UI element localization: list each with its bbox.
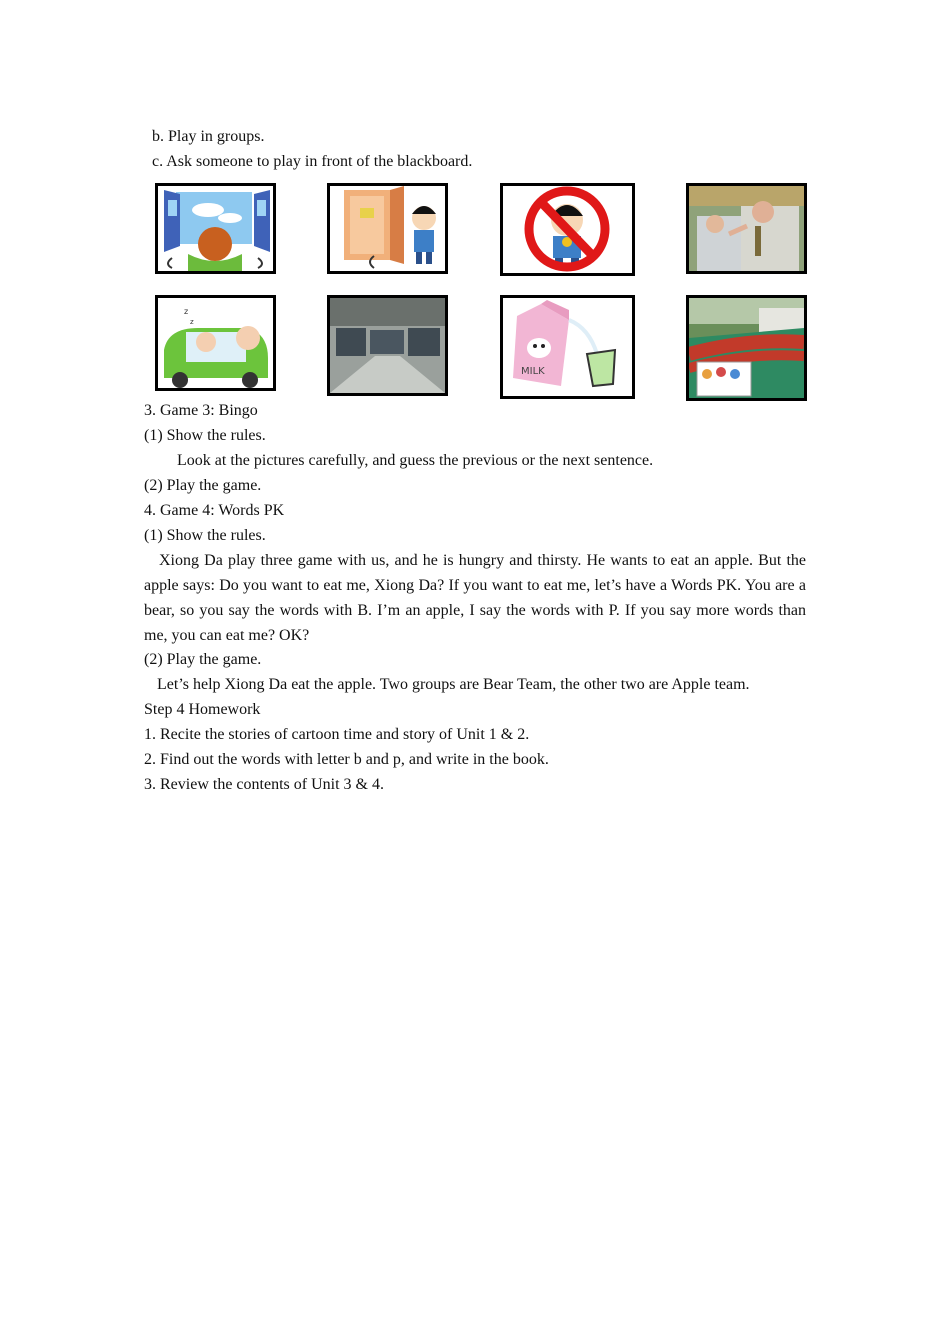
picture-men-argue (686, 183, 807, 274)
homework-item-1: 1. Recite the stories of cartoon time and story of Unit 1 & 2. (144, 726, 530, 743)
game4-rules-text: Xiong Da play three game with us, and he is hungry and thirsty. He wants to eat an apple. But the apple says: Do you want to eat me, Xiong Da? If you want to eat me, let’s have a Words PK. You are a bear, so you say the words with B. I’m an apple, I say the words with P. If you say more words than me, you can eat me? OK? (144, 552, 806, 644)
game4-title: 4. Game 4: Words PK (144, 502, 285, 519)
picture-open-door (327, 183, 448, 274)
svg-text:z: z (190, 318, 194, 326)
game3-show-rules: (1) Show the rules. (144, 427, 266, 444)
game3-title: 3. Game 3: Bingo (144, 402, 258, 419)
picture-library (327, 295, 448, 396)
game3-rules-text: Look at the pictures carefully, and guess the previous or the next sentence. (177, 452, 654, 469)
game4-play: (2) Play the game. (144, 651, 262, 668)
picture-playground (686, 295, 807, 401)
milk-carton-label: MILK (521, 366, 545, 377)
picture-sleep-car (155, 295, 276, 391)
picture-no-sign (500, 183, 635, 276)
homework-item-2: 2. Find out the words with letter b and p, and write in the book. (144, 751, 549, 768)
game3-play: (2) Play the game. (144, 477, 262, 494)
game4-play-text: Let’s help Xiong Da eat the apple. Two groups are Bear Team, the other two are Apple team. (157, 676, 750, 693)
homework-item-3: 3. Review the contents of Unit 3 & 4. (144, 776, 384, 793)
picture-open-window (155, 183, 276, 274)
line-b-play-groups: b. Play in groups. (152, 128, 265, 145)
picture-milk (500, 295, 635, 399)
step4-title: Step 4 Homework (144, 701, 261, 718)
line-c-ask-someone: c. Ask someone to play in front of the blackboard. (152, 153, 473, 170)
svg-text:z: z (184, 307, 189, 316)
game4-show-rules: (1) Show the rules. (144, 527, 266, 544)
